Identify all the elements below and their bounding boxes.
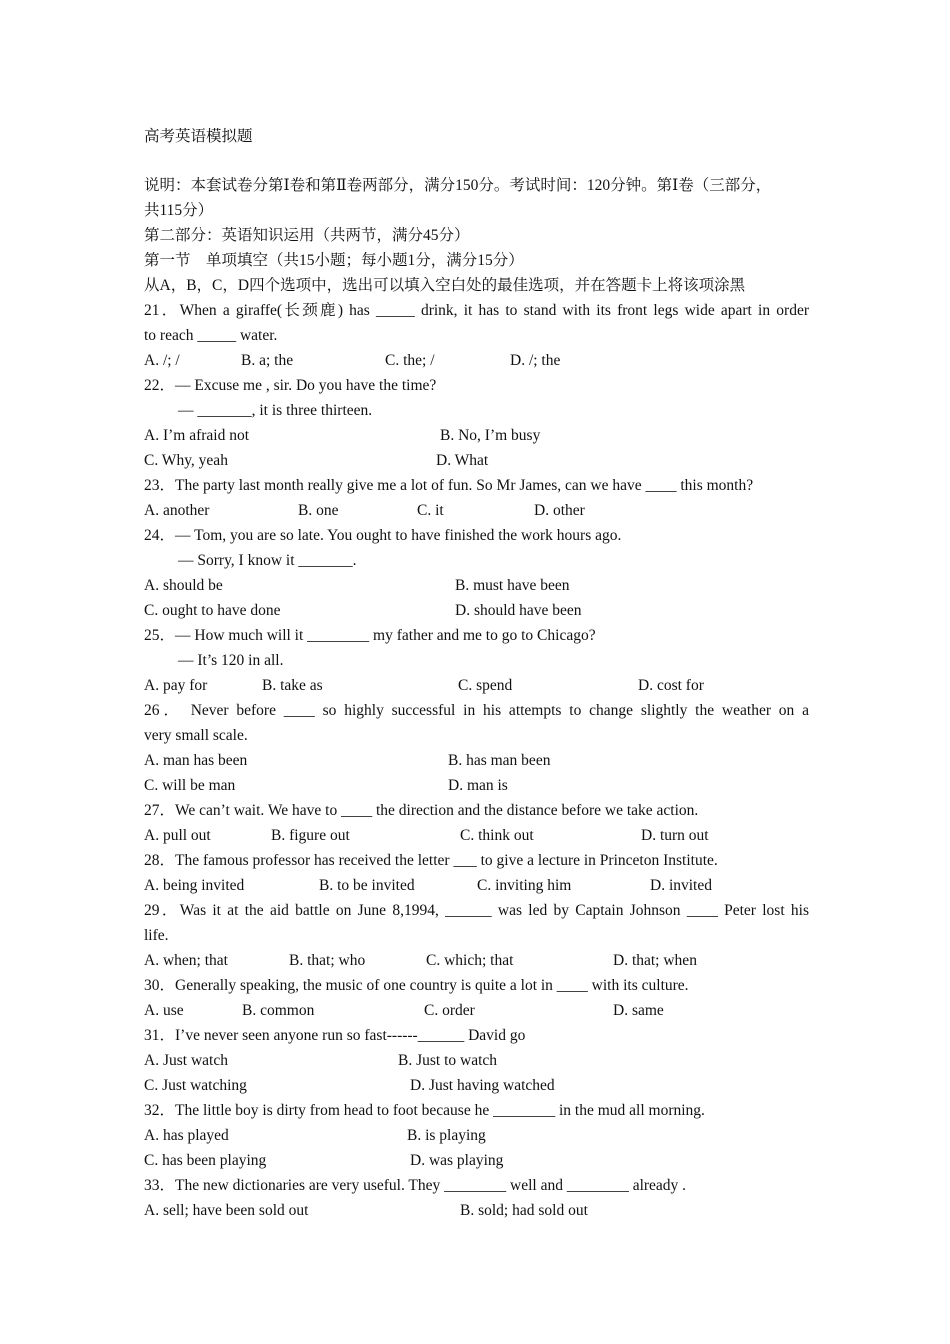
- option-d: D. /; the: [510, 352, 561, 369]
- option-c: C. has been playing: [144, 1152, 267, 1169]
- option-a: A. pay for: [144, 677, 208, 694]
- intro-line-1: 说明：本套试卷分第Ⅰ卷和第Ⅱ卷两部分，满分150分。考试时间：120分钟。第Ⅰ卷（三部分，: [144, 177, 772, 194]
- option-a: A. has played: [144, 1127, 229, 1144]
- question-25-stem: 25．— How much will it ________ my father and me to go to Chicago?: [144, 627, 596, 644]
- question-31-options-row-1: [144, 1048, 809, 1073]
- question-27-stem: 27．We can’t wait. We have to ____ the direction and the distance before we take action.: [144, 802, 699, 819]
- option-a: A. man has been: [144, 752, 248, 769]
- question-29-stem: 29．Was it at the aid battle on June 8,1994, ______ was led by Captain Johnson ____ Peter lost his: [144, 902, 809, 919]
- option-d: D. that; when: [613, 952, 697, 969]
- option-c: C. Just watching: [144, 1077, 247, 1094]
- section-heading: 第一节 单项填空（共15小题；每小题1分，满分15分）: [144, 252, 524, 269]
- question-26-stem: 26． Never before ____ so highly successful in his attempts to change slightly the weather on a: [144, 702, 809, 719]
- question-21-options: [144, 348, 809, 373]
- question-28-options: [144, 873, 809, 898]
- intro-line-2: 共115分）: [144, 202, 214, 219]
- instruction-line: 从A，B，C，D四个选项中，选出可以填入空白处的最佳选项，并在答题卡上将该项涂黑: [144, 277, 746, 294]
- question-32-options-row-2: [144, 1148, 809, 1173]
- question-30-stem: 30．Generally speaking, the music of one country is quite a lot in ____ with its culture.: [144, 977, 689, 994]
- option-a: A. I’m afraid not: [144, 427, 250, 444]
- option-b: B. Just to watch: [398, 1052, 498, 1069]
- option-b: B. figure out: [271, 827, 350, 844]
- option-c: C. it: [417, 502, 444, 519]
- question-24-stem: 24．— Tom, you are so late. You ought to have finished the work hours ago.: [144, 527, 622, 544]
- option-a: A. pull out: [144, 827, 211, 844]
- question-31-options-row-2: [144, 1073, 809, 1098]
- option-a: A. when; that: [144, 952, 228, 969]
- option-c: C. Why, yeah: [144, 452, 228, 469]
- option-b: B. must have been: [455, 577, 570, 594]
- question-26-stem-cont: very small scale.: [144, 727, 248, 744]
- option-c: C. which; that: [426, 952, 514, 969]
- option-b: B. one: [298, 502, 339, 519]
- question-22-options-row-1: [144, 423, 809, 448]
- question-32-options-row-1: [144, 1123, 809, 1148]
- question-26-options-row-1: [144, 748, 809, 773]
- option-d: D. What: [436, 452, 489, 469]
- option-a: A. use: [144, 1002, 184, 1019]
- question-25-options: [144, 673, 809, 698]
- option-d: D. Just having watched: [410, 1077, 555, 1094]
- option-b: B. is playing: [407, 1127, 486, 1144]
- option-d: D. man is: [448, 777, 508, 794]
- option-b: B. take as: [262, 677, 323, 694]
- question-25-response: — It’s 120 in all.: [178, 652, 284, 669]
- question-21-stem-cont: to reach _____ water.: [144, 327, 278, 344]
- question-27-options: [144, 823, 809, 848]
- option-d: D. other: [534, 502, 585, 519]
- option-b: B. to be invited: [319, 877, 415, 894]
- question-30-options: [144, 998, 809, 1023]
- option-d: D. should have been: [455, 602, 582, 619]
- question-28-stem: 28．The famous professor has received the letter ___ to give a lecture in Princeton Institute.: [144, 852, 718, 869]
- part-heading: 第二部分：英语知识运用（共两节，满分45分）: [144, 227, 470, 244]
- question-33-options-row-1: [144, 1198, 809, 1223]
- option-b: B. that; who: [289, 952, 366, 969]
- option-a: A. being invited: [144, 877, 245, 894]
- option-c: C. order: [424, 1002, 475, 1019]
- question-33-stem: 33．The new dictionaries are very useful. They ________ well and ________ already .: [144, 1177, 687, 1194]
- option-b: B. sold; had sold out: [460, 1202, 588, 1219]
- option-a: A. /; /: [144, 352, 180, 369]
- question-26-options-row-2: [144, 773, 809, 798]
- question-22-response: — _______, it is three thirteen.: [178, 402, 373, 419]
- question-24-options-row-2: [144, 598, 809, 623]
- option-c: C. the; /: [385, 352, 435, 369]
- option-a: A. should be: [144, 577, 223, 594]
- question-29-stem-cont: life.: [144, 927, 169, 944]
- question-21-stem: 21．When a giraffe(长颈鹿) has _____ drink, it has to stand with its front legs wide apart in order: [144, 302, 809, 319]
- question-24-options-row-1: [144, 573, 809, 598]
- option-d: D. invited: [650, 877, 712, 894]
- option-c: C. inviting him: [477, 877, 572, 894]
- option-d: D. cost for: [638, 677, 704, 694]
- option-d: D. was playing: [410, 1152, 504, 1169]
- question-29-options: [144, 948, 809, 973]
- question-23-options: [144, 498, 809, 523]
- option-c: C. think out: [460, 827, 534, 844]
- question-32-stem: 32．The little boy is dirty from head to foot because he ________ in the mud all morning.: [144, 1102, 705, 1119]
- exam-content: [144, 124, 809, 1223]
- question-22-stem: 22．— Excuse me , sir. Do you have the time?: [144, 377, 437, 394]
- option-a: A. sell; have been sold out: [144, 1202, 309, 1219]
- question-23-stem: 23．The party last month really give me a lot of fun. So Mr James, can we have ____ this month?: [144, 477, 754, 494]
- option-c: C. ought to have done: [144, 602, 281, 619]
- option-d: D. turn out: [641, 827, 709, 844]
- option-b: B. has man been: [448, 752, 551, 769]
- option-d: D. same: [613, 1002, 664, 1019]
- option-b: B. common: [242, 1002, 315, 1019]
- spacer: [144, 149, 809, 173]
- option-c: C. will be man: [144, 777, 236, 794]
- question-31-stem: 31．I’ve never seen anyone run so fast------______ David go: [144, 1027, 526, 1044]
- option-b: B. a; the: [241, 352, 294, 369]
- option-c: C. spend: [458, 677, 513, 694]
- option-a: A. another: [144, 502, 210, 519]
- question-24-response: — Sorry, I know it _______.: [178, 552, 357, 569]
- option-b: B. No, I’m busy: [440, 427, 541, 444]
- question-22-options-row-2: [144, 448, 809, 473]
- document-title: 高考英语模拟题: [144, 128, 253, 145]
- option-a: A. Just watch: [144, 1052, 228, 1069]
